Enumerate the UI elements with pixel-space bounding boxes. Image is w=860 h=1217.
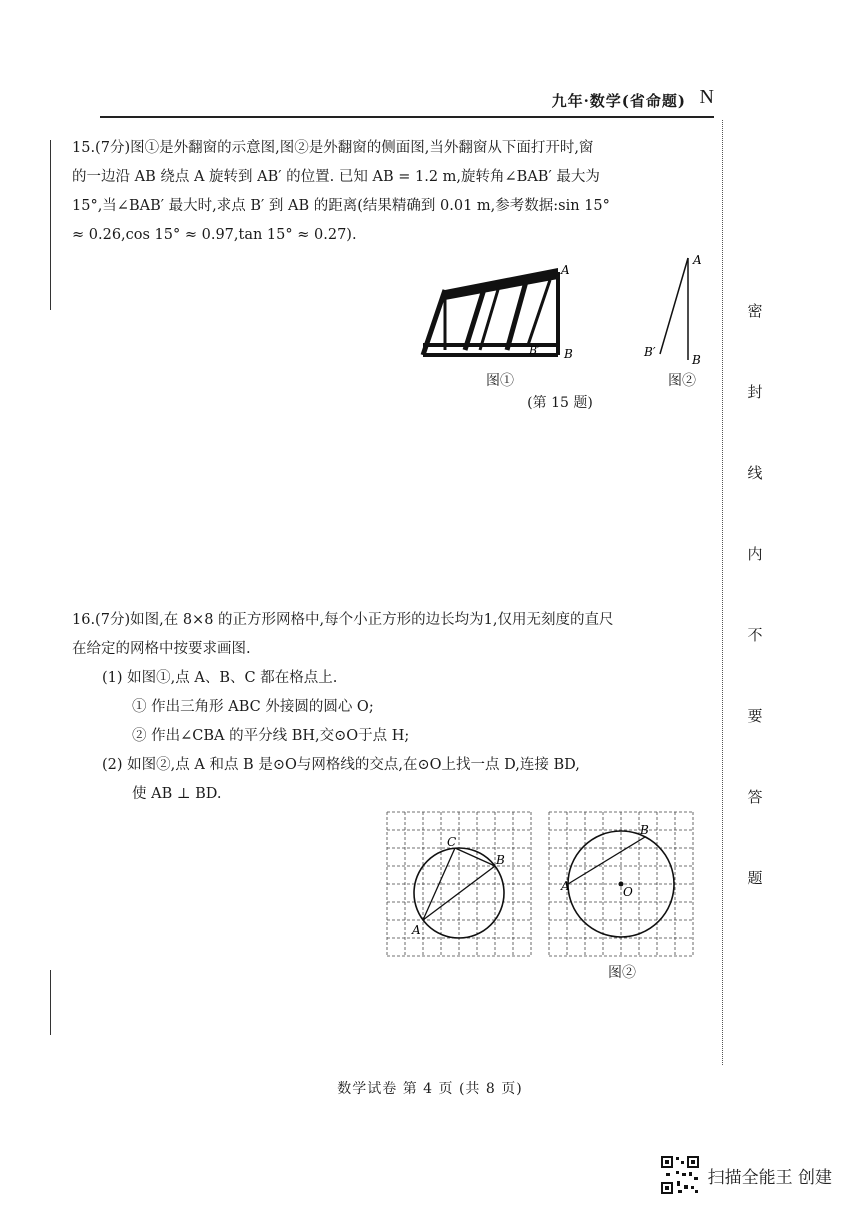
scanner-watermark [660, 1155, 832, 1195]
label-B-prime: B′ [529, 344, 540, 357]
label-B: B [496, 853, 505, 867]
label-A: A [693, 253, 702, 267]
label-A: A [561, 263, 570, 277]
grid2-caption: 图② [608, 965, 636, 981]
fig2-caption: 图② [668, 373, 696, 389]
q15-line: 15°,当∠BAB′ 最大时,求点 B′ 到 AB 的距离(结果精确到 0.01 m,参考数据:sin 15° [72, 198, 610, 214]
header-title: 九年·数学(省命题) [551, 92, 686, 110]
seal-char: 不 [747, 626, 763, 644]
q16-line: 在给定的网格中按要求画图. [72, 641, 251, 657]
q16-part1-b: ② 作出∠CBA 的平分线 BH,交⊙O于点 H; [132, 728, 410, 744]
q15-line: 15.(7分)图①是外翻窗的示意图,图②是外翻窗的侧面图,当外翻窗从下面打开时,窗 [72, 140, 594, 156]
seal-char: 要 [747, 707, 763, 725]
seal-char: 线 [747, 464, 763, 482]
label-A: A [412, 923, 421, 937]
q16-line: 16.(7分)如图,在 8×8 的正方形网格中,每个小正方形的边长均为1,仅用无刻度的直尺 [72, 612, 614, 628]
window-figure-1 [415, 250, 585, 370]
watermark-text: 扫描全能王 创建 [707, 1167, 832, 1188]
label-B: B [640, 823, 649, 837]
seal-notice [740, 300, 770, 948]
window-figure-2 [640, 250, 720, 370]
header-code: N [699, 86, 714, 108]
margin-rule [50, 970, 51, 1035]
q15-line: 的一边沿 AB 绕点 A 旋转到 AB′ 的位置. 已知 AB = 1.2 m,旋转角∠BAB′ 最大为 [72, 169, 600, 185]
grid-figure-1 [385, 810, 535, 960]
q15-line: ≈ 0.26,cos 15° ≈ 0.97,tan 15° ≈ 0.27). [72, 227, 357, 243]
label-B-prime: B′ [644, 345, 656, 359]
label-A: A [561, 879, 570, 893]
q16-part2: (2) 如图②,点 A 和点 B 是⊙O与网格线的交点,在⊙O上找一点 D,连接 BD, [102, 757, 580, 773]
label-C: C [447, 835, 457, 849]
q15-caption: (第 15 题) [527, 395, 593, 411]
seal-char: 密 [747, 302, 763, 320]
q16-part1-a: ① 作出三角形 ABC 外接圆的圆心 O; [132, 699, 374, 715]
label-B: B [564, 347, 573, 361]
seal-char: 题 [747, 869, 763, 887]
fig1-caption: 图① [486, 373, 514, 389]
margin-rule [50, 140, 51, 310]
page-footer: 数学试卷 第 4 页 (共 8 页) [337, 1081, 523, 1097]
question-15 [72, 134, 712, 250]
q16-part2-b: 使 AB ⊥ BD. [132, 786, 222, 802]
seal-char: 内 [747, 545, 763, 563]
qr-code-icon [660, 1155, 700, 1195]
seal-char: 封 [747, 383, 763, 401]
label-B: B [692, 353, 701, 367]
seal-char: 答 [747, 788, 763, 806]
q16-part1: (1) 如图①,点 A、B、C 都在格点上. [102, 670, 338, 686]
grid-figure-2 [547, 810, 697, 960]
seal-line [722, 120, 723, 1065]
question-16 [72, 606, 712, 809]
label-O: O [623, 885, 633, 899]
page-header [100, 88, 714, 118]
